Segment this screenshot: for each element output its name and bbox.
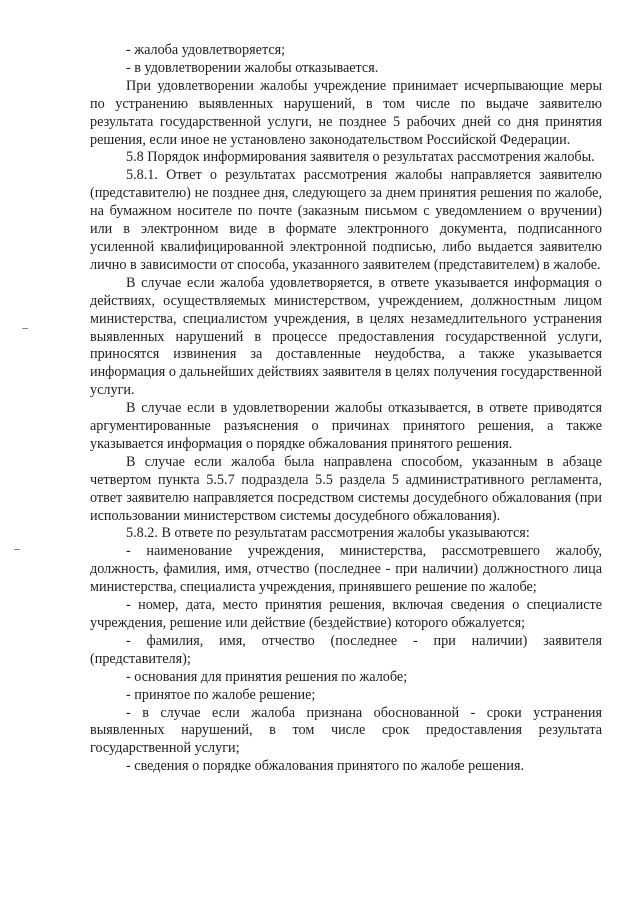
document-body [90,42,602,776]
list-item: - основания для принятия решения по жалобе; [126,668,408,685]
list-item: - номер, дата, место принятия решения, включая сведения о специалисте учреждения, решение или действие (бездействие) которого обжалуется; [90,597,602,631]
paragraph: В случае если в удовлетворении жалобы отказывается, в ответе приводятся аргументированные разъяснения о причинах принятого решения, а также указывается информация о порядке обжалования принятого решения. [90,400,602,452]
list-item: - в случае если жалоба признана обоснованной - сроки устранения выявленных нарушений, в том числе срок предоставления результата государственной услуги; [90,704,602,757]
paragraph: В случае если жалоба удовлетворяется, в ответе указывается информация о действиях, осуществляемых министерством, учреждением, должностным лицом министерства, специалистом учреждения, в целях незамедлительного устранения выявленных нарушений в процессе предоставления государственной услуги, приносятся извинения за доставленные неудобства, а также указывается информация о дальнейших действиях заявителя в целях получения государственной услуги. [90,274,602,399]
paragraph: В случае если жалоба была направлена способом, указанным в абзаце четвертом пункта 5.5.7 подраздела 5.5 раздела 5 административного регламента, ответ заявителю направляется посредством системы досудебного обжалования (при использовании министерством системы досудебного обжалования). [90,453,602,524]
list-item: - наименование учреждения, министерства, рассмотревшего жалобу, должность, фамилия, имя, отчество (последнее - при наличии) должностного лица министерства, специалиста учреждения, принявшего решение по жалобе; [90,543,602,596]
paragraph: 5.8.1. Ответ о результатах рассмотрения жалобы направляется заявителю (представителю) не позднее дня, следующего за днем принятия решения по жалобе, на бумажном носителе по почте (заказным письмом с уведомлением о вручении) или в электронном виде в формате электронного документа, подписанного усиленной квалифицированной электронной подписью, либо выдается заявителю лично в зависимости от способа, указанного заявителем (представителем) в жалобе. [90,167,602,273]
list-item: - принятое по жалобе решение; [126,686,316,703]
section-heading: 5.8 Порядок информирования заявителя о результатах рассмотрения жалобы. [126,149,595,166]
list-item: - фамилия, имя, отчество (последнее - при наличии) заявителя (представителя); [90,632,602,667]
paragraph: 5.8.2. В ответе по результатам рассмотрения жалобы указываются: [126,525,530,542]
scan-artifact-mark [14,549,20,550]
paragraph: При удовлетворении жалобы учреждение принимает исчерпывающие меры по устранению выявленных нарушений, в том числе по выдаче заявителю результата государственной услуги, не позднее 5 рабочих дней со дня принятия решения, если иное не установлено законодательством Российской Федерации. [90,77,602,148]
list-item: - сведения о порядке обжалования принятого по жалобе решения. [126,758,525,775]
scan-artifact-mark [22,328,28,329]
paragraph: - жалоба удовлетворяется; [126,42,286,58]
paragraph: - в удовлетворении жалобы отказывается. [126,59,379,76]
